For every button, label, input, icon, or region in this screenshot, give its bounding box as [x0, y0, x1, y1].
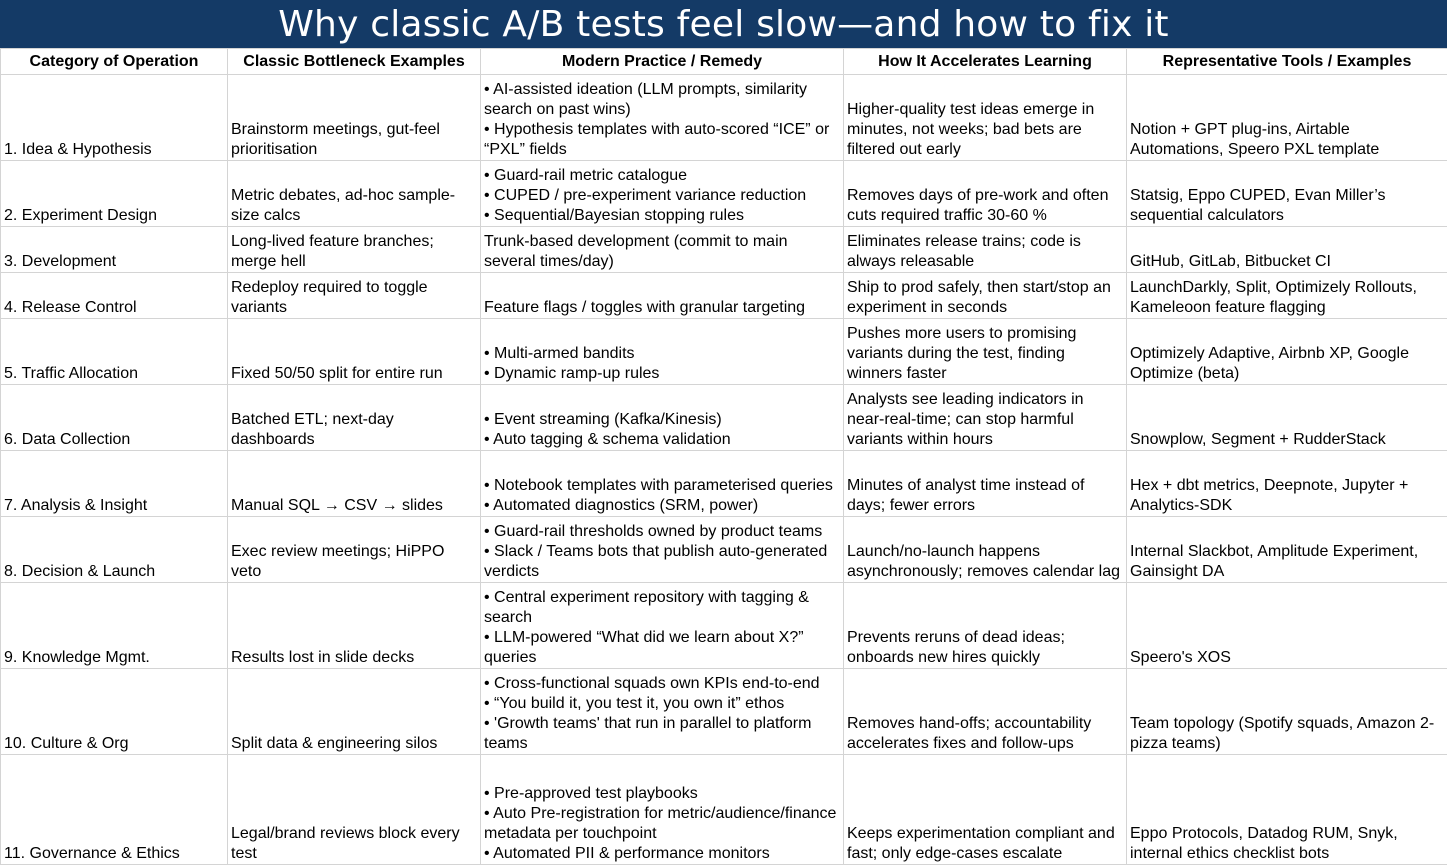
cell-accelerates: Analysts see leading indicators in near-real-time; can stop harmful variants within hours [844, 385, 1127, 451]
remedy-bullet: • Pre-approved test playbooks [484, 784, 841, 804]
cell-category: 8. Decision & Launch [1, 517, 228, 583]
cell-accelerates: Higher-quality test ideas emerge in minutes, not weeks; bad bets are filtered out early [844, 75, 1127, 161]
remedy-bullet: • Automated PII & performance monitors [484, 844, 841, 864]
cell-bottleneck: Exec review meetings; HiPPO veto [228, 517, 481, 583]
remedy-bullet: • Slack / Teams bots that publish auto-generated verdicts [484, 542, 841, 582]
cell-bottleneck: Manual SQL → CSV → slides [228, 451, 481, 517]
cell-category: 9. Knowledge Mgmt. [1, 583, 228, 669]
cell-accelerates: Launch/no-launch happens asynchronously; removes calendar lag [844, 517, 1127, 583]
cell-bottleneck: Results lost in slide decks [228, 583, 481, 669]
cell-category: 4. Release Control [1, 273, 228, 319]
cell-accelerates: Ship to prod safely, then start/stop an experiment in seconds [844, 273, 1127, 319]
table-row [1, 385, 1447, 451]
cell-bottleneck: Batched ETL; next-day dashboards [228, 385, 481, 451]
cell-category: 3. Development [1, 227, 228, 273]
cell-bottleneck: Legal/brand reviews block every test [228, 755, 481, 865]
cell-category: 6. Data Collection [1, 385, 228, 451]
remedy-bullet: • Cross-functional squads own KPIs end-to-end [484, 674, 841, 694]
remedy-bullet: • Auto tagging & schema validation [484, 430, 841, 450]
table-row [1, 669, 1447, 755]
header-remedy: Modern Practice / Remedy [481, 49, 844, 75]
remedy-bullet: • “You build it, you test it, you own it” ethos [484, 694, 841, 714]
remedy-bullet: • 'Growth teams' that run in parallel to platform teams [484, 714, 841, 754]
cell-remedy [481, 517, 844, 583]
cell-tools: Snowplow, Segment + RudderStack [1127, 385, 1447, 451]
cell-remedy [481, 319, 844, 385]
cell-tools: Notion + GPT plug-ins, Airtable Automations, Speero PXL template [1127, 75, 1447, 161]
cell-remedy [481, 161, 844, 227]
remedy-bullet: • Notebook templates with parameterised queries [484, 476, 841, 496]
cell-remedy [481, 755, 844, 865]
cell-bottleneck: Brainstorm meetings, gut-feel prioritisation [228, 75, 481, 161]
cell-category: 7. Analysis & Insight [1, 451, 228, 517]
table-row [1, 451, 1447, 517]
header-row [1, 49, 1447, 75]
cell-remedy [481, 451, 844, 517]
header-bottleneck: Classic Bottleneck Examples [228, 49, 481, 75]
cell-category: 1. Idea & Hypothesis [1, 75, 228, 161]
cell-accelerates: Prevents reruns of dead ideas; onboards new hires quickly [844, 583, 1127, 669]
cell-category: 11. Governance & Ethics [1, 755, 228, 865]
cell-accelerates: Eliminates release trains; code is always releasable [844, 227, 1127, 273]
table-row [1, 273, 1447, 319]
cell-accelerates: Keeps experimentation compliant and fast; only edge-cases escalate [844, 755, 1127, 865]
table-row [1, 75, 1447, 161]
cell-accelerates: Removes hand-offs; accountability accelerates fixes and follow-ups [844, 669, 1127, 755]
cell-tools: Team topology (Spotify squads, Amazon 2-pizza teams) [1127, 669, 1447, 755]
cell-accelerates: Minutes of analyst time instead of days; fewer errors [844, 451, 1127, 517]
cell-remedy [481, 669, 844, 755]
table-row [1, 583, 1447, 669]
cell-tools: Eppo Protocols, Datadog RUM, Snyk, internal ethics checklist bots [1127, 755, 1447, 865]
cell-category: 10. Culture & Org [1, 669, 228, 755]
cell-category: 5. Traffic Allocation [1, 319, 228, 385]
cell-bottleneck: Split data & engineering silos [228, 669, 481, 755]
header-category: Category of Operation [1, 49, 228, 75]
table-row [1, 517, 1447, 583]
cell-bottleneck: Redeploy required to toggle variants [228, 273, 481, 319]
remedy-bullet: • AI-assisted ideation (LLM prompts, similarity search on past wins) [484, 80, 841, 120]
header-tools: Representative Tools / Examples [1127, 49, 1447, 75]
header-accelerates: How It Accelerates Learning [844, 49, 1127, 75]
cell-remedy [481, 583, 844, 669]
cell-tools: Optimizely Adaptive, Airbnb XP, Google Optimize (beta) [1127, 319, 1447, 385]
cell-bottleneck: Fixed 50/50 split for entire run [228, 319, 481, 385]
remedy-bullet: • Automated diagnostics (SRM, power) [484, 496, 841, 516]
cell-category: 2. Experiment Design [1, 161, 228, 227]
operations-table [0, 48, 1447, 865]
table-row [1, 161, 1447, 227]
remedy-bullet: • Auto Pre-registration for metric/audience/finance metadata per touchpoint [484, 804, 841, 844]
remedy-bullet: • Guard-rail thresholds owned by product teams [484, 522, 841, 542]
cell-tools: LaunchDarkly, Split, Optimizely Rollouts, Kameleoon feature flagging [1127, 273, 1447, 319]
cell-tools: Statsig, Eppo CUPED, Evan Miller’s sequential calculators [1127, 161, 1447, 227]
cell-accelerates: Removes days of pre-work and often cuts required traffic 30-60 % [844, 161, 1127, 227]
cell-tools: GitHub, GitLab, Bitbucket CI [1127, 227, 1447, 273]
cell-tools: Hex + dbt metrics, Deepnote, Jupyter + Analytics-SDK [1127, 451, 1447, 517]
table-row [1, 319, 1447, 385]
remedy-bullet: • Dynamic ramp-up rules [484, 364, 841, 384]
cell-remedy: Feature flags / toggles with granular targeting [481, 273, 844, 319]
cell-tools: Speero's XOS [1127, 583, 1447, 669]
cell-remedy: Trunk-based development (commit to main several times/day) [481, 227, 844, 273]
cell-tools: Internal Slackbot, Amplitude Experiment, Gainsight DA [1127, 517, 1447, 583]
remedy-bullet: • Sequential/Bayesian stopping rules [484, 206, 841, 226]
remedy-bullet: • Central experiment repository with tagging & search [484, 588, 841, 628]
cell-remedy [481, 385, 844, 451]
remedy-bullet: • CUPED / pre-experiment variance reduction [484, 186, 841, 206]
remedy-bullet: • LLM-powered “What did we learn about X?” queries [484, 628, 841, 668]
remedy-bullet: • Event streaming (Kafka/Kinesis) [484, 410, 841, 430]
cell-bottleneck: Long-lived feature branches; merge hell [228, 227, 481, 273]
cell-accelerates: Pushes more users to promising variants during the test, finding winners faster [844, 319, 1127, 385]
cell-remedy [481, 75, 844, 161]
remedy-bullet: • Hypothesis templates with auto-scored “ICE” or “PXL” fields [484, 120, 841, 160]
table-row [1, 227, 1447, 273]
page-title: Why classic A/B tests feel slow—and how to fix it [0, 0, 1447, 48]
table-row [1, 755, 1447, 865]
cell-bottleneck: Metric debates, ad-hoc sample-size calcs [228, 161, 481, 227]
remedy-bullet: • Guard-rail metric catalogue [484, 166, 841, 186]
remedy-bullet: • Multi-armed bandits [484, 344, 841, 364]
